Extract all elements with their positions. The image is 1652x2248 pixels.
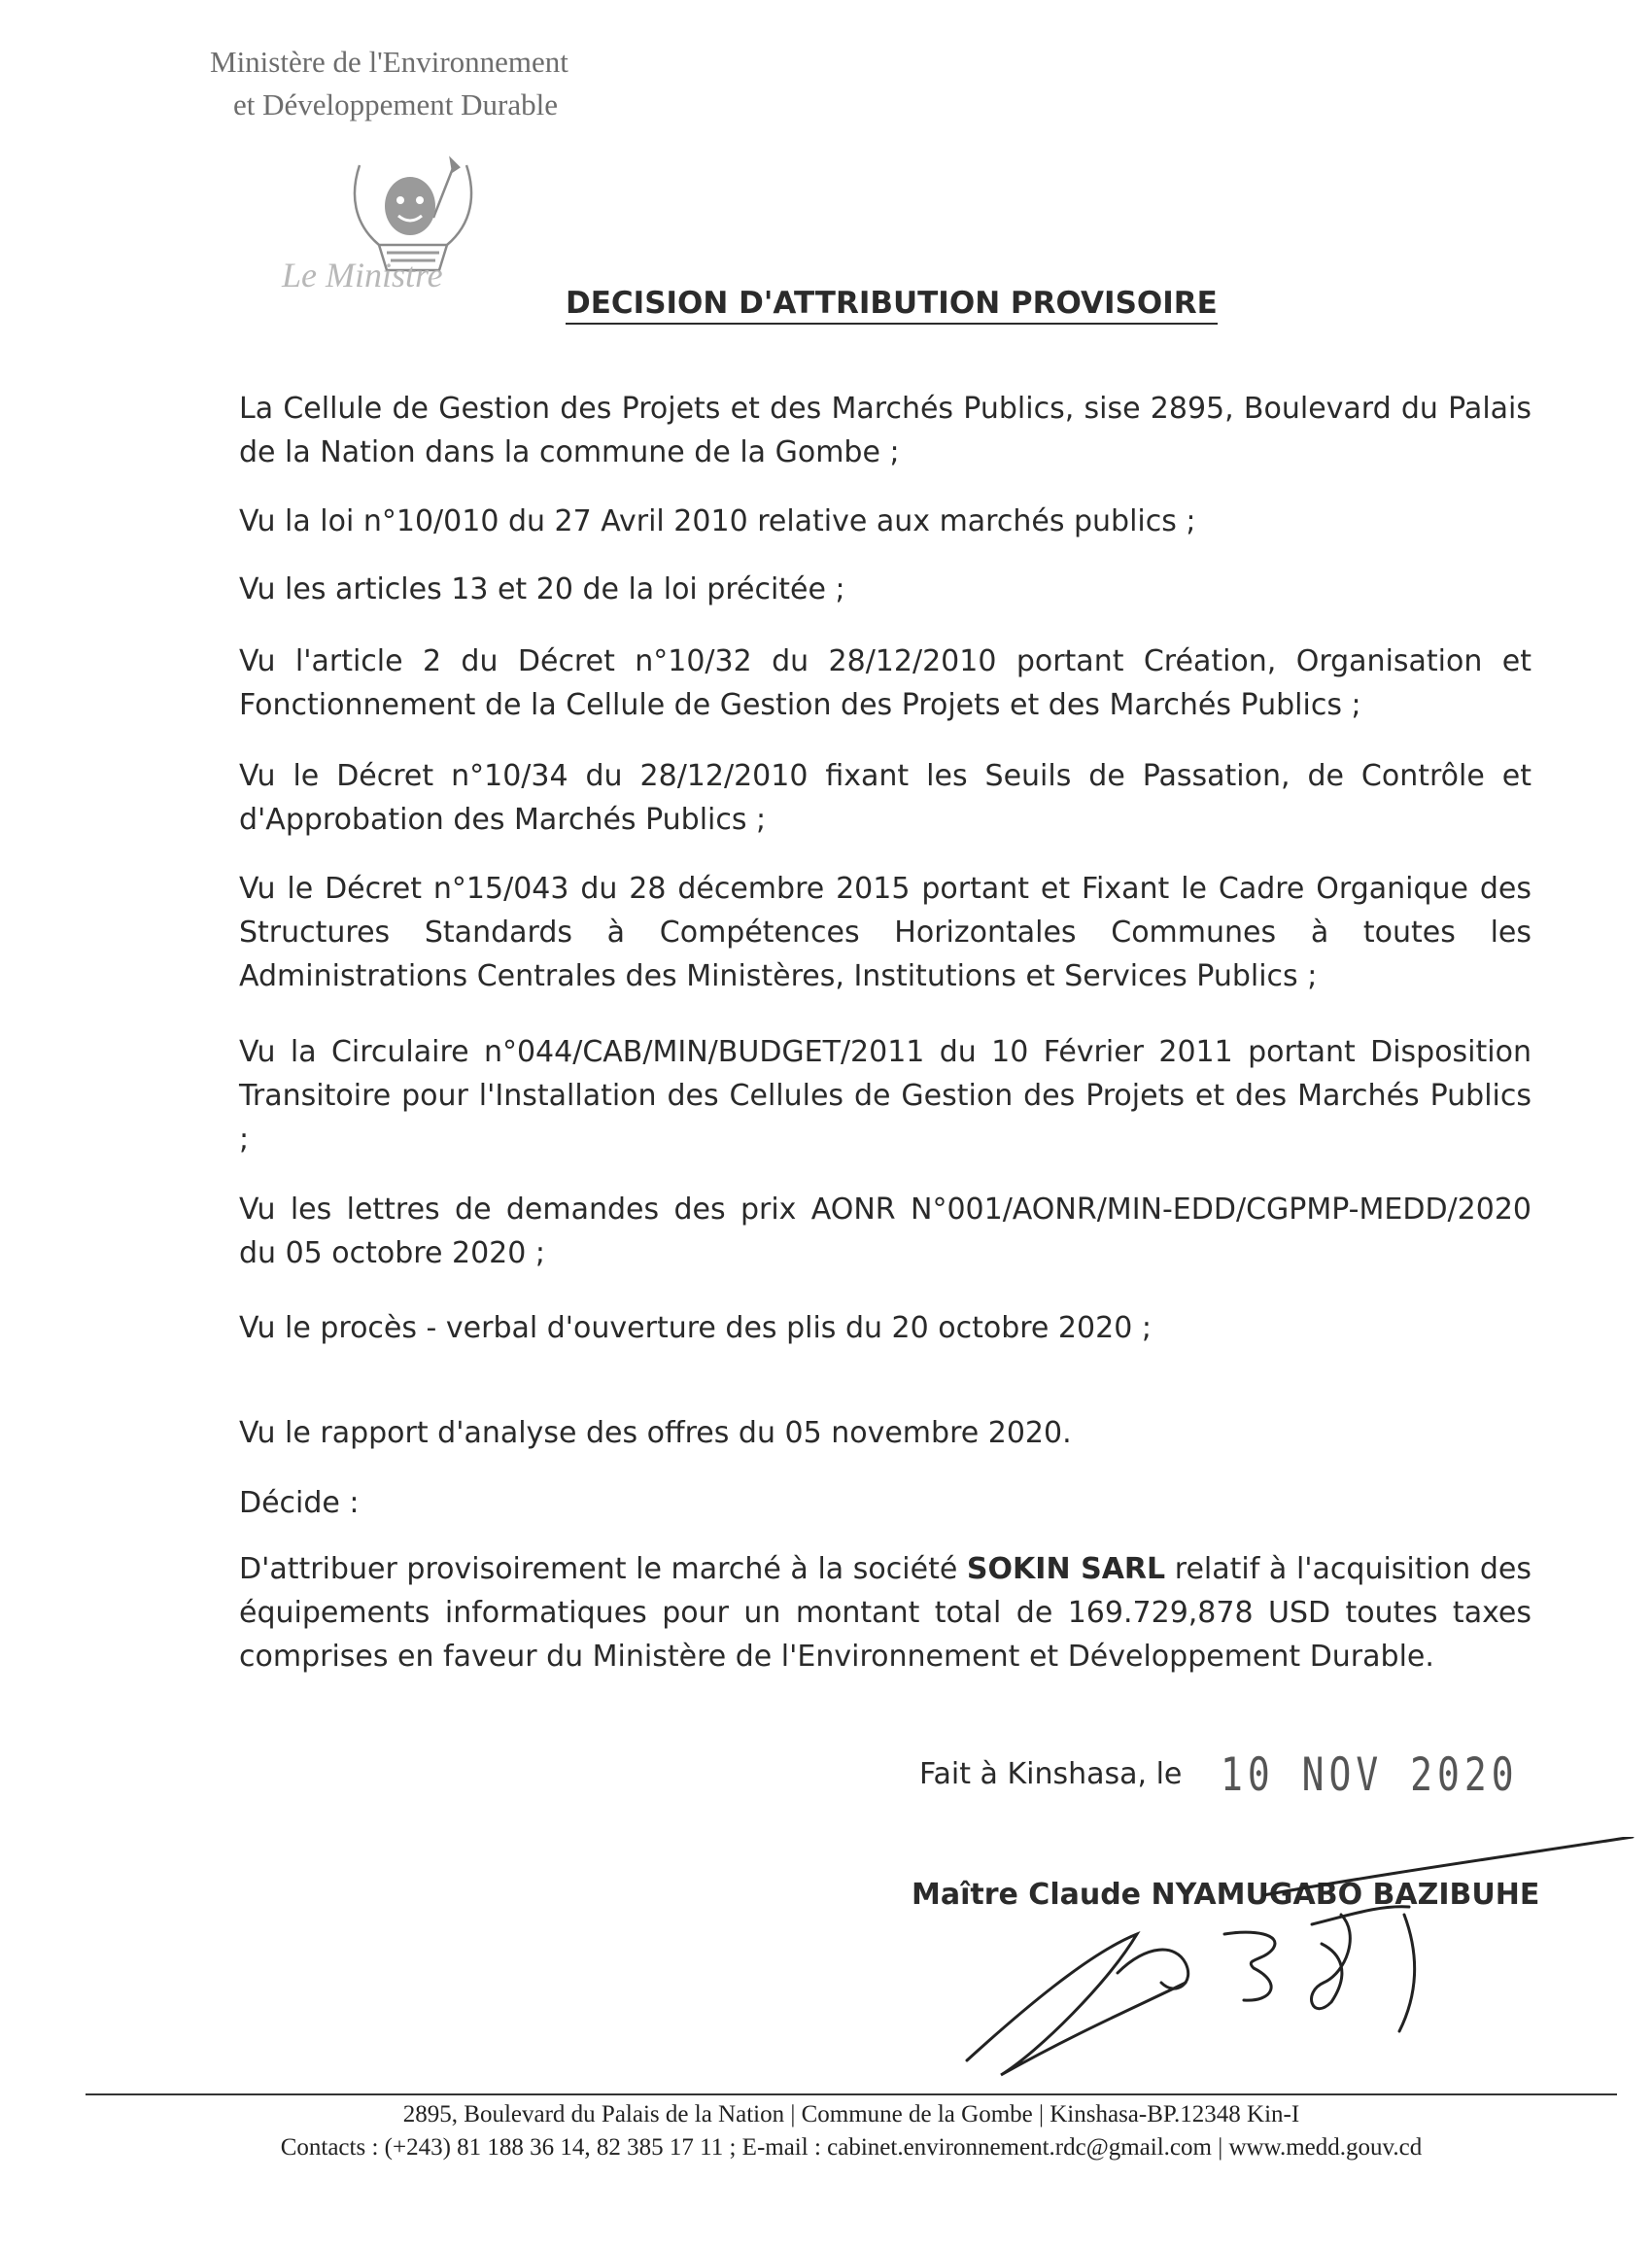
decision-text-1: D'attribuer provisoirement le marché à la société bbox=[239, 1552, 967, 1586]
ministry-header bbox=[210, 41, 568, 126]
minister-title: Le Ministre bbox=[282, 256, 443, 294]
footer-contacts: Contacts : (+243) 81 188 36 14, 82 385 17 11 ; E-mail : cabinet.environnement.rdc@gmail.com | www.medd.gouv.cd bbox=[280, 2134, 1423, 2161]
consideration-8: Vu le procès - verbal d'ouverture des plis du 20 octobre 2020 ; bbox=[239, 1311, 1152, 1345]
ministry-line-1: Ministère de l'Environnement bbox=[210, 45, 568, 79]
consideration-6: Vu la Circulaire n°044/CAB/MIN/BUDGET/2011 du 10 Février 2011 portant Disposition Transitoire pour l'Installation des Cellules de Gestion des Projets et des Marchés Publics ; bbox=[239, 1035, 1532, 1157]
decision-paragraph bbox=[239, 1547, 1532, 1678]
decide-label: Décide : bbox=[239, 1486, 360, 1520]
consideration-2: Vu les articles 13 et 20 de la loi précitée ; bbox=[239, 572, 845, 606]
company-name: SOKIN SARL bbox=[966, 1552, 1166, 1586]
document-title: DECISION D'ATTRIBUTION PROVISOIRE bbox=[566, 286, 1218, 325]
ministry-line-2: et Développement Durable bbox=[233, 87, 558, 121]
decision-text-2: relatif à l'acquisition des équipements informatiques pour un montant total de 169.729,878 USD toutes taxes comprises en faveur du Ministère de l'Environnement et Développement Durable. bbox=[239, 1552, 1532, 1674]
handwritten-signature bbox=[962, 1837, 1642, 2090]
consideration-9: Vu le rapport d'analyse des offres du 05 novembre 2020. bbox=[239, 1416, 1072, 1450]
consideration-3: Vu l'article 2 du Décret n°10/32 du 28/12/2010 portant Création, Organisation et Fonctionnement de la Cellule de Gestion des Projets et des Marchés Publics ; bbox=[239, 644, 1532, 722]
footer-divider bbox=[86, 2093, 1617, 2095]
signer-name: Maître Claude NYAMUGABO BAZIBUHE bbox=[912, 1878, 1540, 1912]
consideration-7: Vu les lettres de demandes des prix AONR N°001/AONR/MIN-EDD/CGPMP-MEDD/2020 du 05 octobre 2020 ; bbox=[239, 1193, 1532, 1270]
consideration-1: Vu la loi n°10/010 du 27 Avril 2010 relative aux marchés publics ; bbox=[239, 504, 1196, 538]
intro-paragraph: La Cellule de Gestion des Projets et des Marchés Publics, sise 2895, Boulevard du Palais de la Nation dans la commune de la Gombe ; bbox=[239, 392, 1532, 469]
consideration-4: Vu le Décret n°10/34 du 28/12/2010 fixant les Seuils de Passation, de Contrôle et d'Approbation des Marchés Publics ; bbox=[239, 759, 1532, 837]
date-stamp: 10 NOV 2020 bbox=[1221, 1747, 1519, 1801]
consideration-5: Vu le Décret n°15/043 du 28 décembre 2015 portant et Fixant le Cadre Organique des Structures Standards à Compétences Horizontales Communes à toutes les Administrations Centrales des Ministères, Institutions et Services Publics ; bbox=[239, 872, 1532, 993]
place-label: Fait à Kinshasa, le bbox=[919, 1757, 1183, 1791]
footer-address: 2895, Boulevard du Palais de la Nation | Commune de la Gombe | Kinshasa-BP.12348 Kin-I bbox=[402, 2101, 1300, 2127]
